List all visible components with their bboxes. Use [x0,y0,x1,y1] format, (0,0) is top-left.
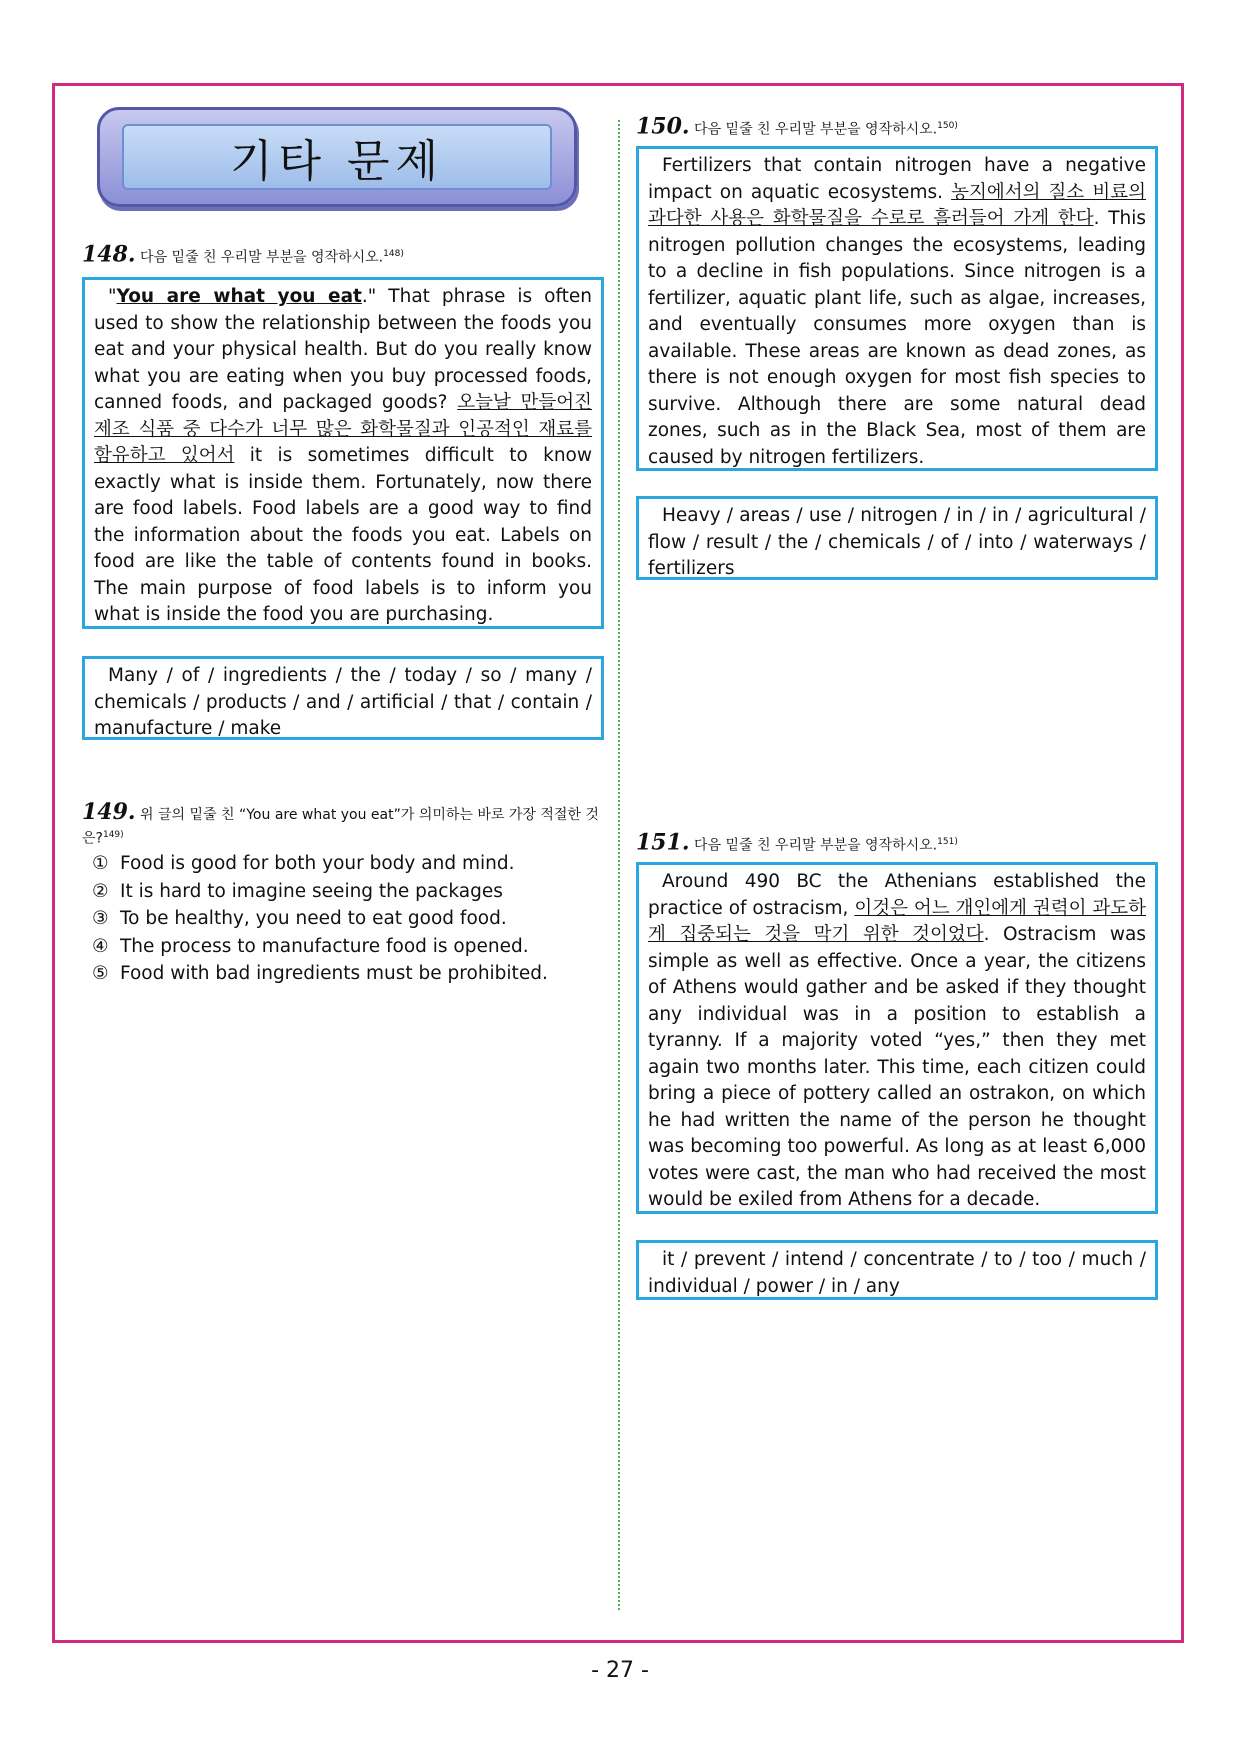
q151-instruction: 다음 밑줄 친 우리말 부분을 영작하시오. [694,837,938,854]
q148-ref: 148) [383,249,404,259]
q151-passage-box [636,862,1158,1214]
q150-ref: 150) [937,121,958,131]
choice-5[interactable]: ⑤ Food with bad ingredients must be prohibited. [92,963,548,984]
q150-header [636,113,1158,140]
q149-ref: 149) [102,830,124,840]
q148-bold-phrase: You are what you eat [116,286,362,307]
q150-passage-box [636,146,1158,471]
choice-2[interactable]: ② It is hard to imagine seeing the packages [92,880,503,902]
section-title: 기타 문제 [229,136,444,187]
q148-header [82,241,604,268]
q151-header [636,829,1158,856]
q149-number: 149. [82,799,136,825]
q150-underlined-korean: 농지에서의 질소 비료의 과다한 사용은 화학물질을 수로로 흘러들어 가게 한다 [648,181,1146,229]
q148-passage-box [82,277,604,629]
q148-underlined-korean: 오늘날 만들어진 제조 식품 중 다수가 너무 많은 화학물질과 인공적인 재료를 함유하고 있어서 [94,392,592,466]
column-divider [618,120,620,1610]
q150-word-bank: Heavy / areas / use / nitrogen / in / in / agricultural / flow / result / the / chemicals / of / into / waterways / fertilizers [636,496,1158,580]
q151-passage: Around 490 BC the Athenians established the practice of ostracism, 이것은 어느 개인에게 권력이 과도하게 집중되는 것을 막기 위한 것이었다. Ostracism was simple as well as effective. Once a year, the citizens of Athens would gather and be asked if they thought any individual was in a position to establish a tyranny. If a majority voted “yes,” then they met again two months later. This time, each citizen could bring a piece of pottery called an ostrakon, on which he had written the name of the person he thought was becoming too powerful. As long as at least 6,000 votes were cast, the man who had received the most would be exiled from Athens for a decade. [648,871,1146,1210]
q150-passage: Fertilizers that contain nitrogen have a negative impact on aquatic ecosystems. 농지에서의 질소 비료의 과다한 사용은 화학물질을 수로로 흘러들어 가게 한다. This nitrogen pollution changes the ecosystems, leading to a decline in fish populations. Since nitrogen is a fertilizer, aquatic plant life, such as algae, increases, and eventually consumes more oxygen than is available. These areas are known as dead zones, as there is not enough oxygen for most fish species to survive. Although there are some natural dead zones, such as in the Black Sea, most of them are caused by nitrogen fertilizers. [648,155,1146,468]
q150-number: 150. [636,113,690,140]
q149-instruction: 위 글의 밑줄 친 “You are what you eat”가 의미하는 바로 가장 적절한 것은? [82,807,599,847]
q151-ref: 151) [937,837,958,847]
section-title-badge [97,107,577,207]
q149-choices [92,850,602,988]
choice-1[interactable]: ① Food is good for both your body and mind. [92,853,515,874]
q150-instruction: 다음 밑줄 친 우리말 부분을 영작하시오. [694,121,938,138]
q148-number: 148. [82,241,136,268]
q151-word-bank: it / prevent / intend / concentrate / to / too / much / individual / power / in / any [636,1240,1158,1300]
q149-header [82,799,604,849]
choice-4[interactable]: ④ The process to manufacture food is opened. [92,935,529,957]
choice-3[interactable]: ③ To be healthy, you need to eat good food. [92,908,507,929]
q148-instruction: 다음 밑줄 친 우리말 부분을 영작하시오. [140,249,384,266]
q148-passage: "You are what you eat." That phrase is often used to show the relationship between the foods you eat and your physical health. But do you really know what you are eating when you buy processed foods, canned foods, and packaged goods? 오늘날 만들어진 제조 식품 중 다수가 너무 많은 화학물질과 인공적인 재료를 함유하고 있어서 it is sometimes difficult to know exactly what is inside them. Fortunately, now there are food labels. Food labels are a good way to find the information about the foods you eat. Labels on food are like the table of contents found in books. The main purpose of food labels is to inform you what is inside the food you are purchasing. [94,286,592,625]
q148-word-bank: Many / of / ingredients / the / today / so / many / chemicals / products / and / artificial / that / contain / manufacture / make [82,656,604,740]
page-number: - 27 - [591,1658,649,1683]
section-title-panel [122,124,552,190]
q151-underlined-korean: 이것은 어느 개인에게 권력이 과도하게 집중되는 것을 막기 위한 것이었다 [648,897,1146,945]
q151-number: 151. [636,829,690,856]
